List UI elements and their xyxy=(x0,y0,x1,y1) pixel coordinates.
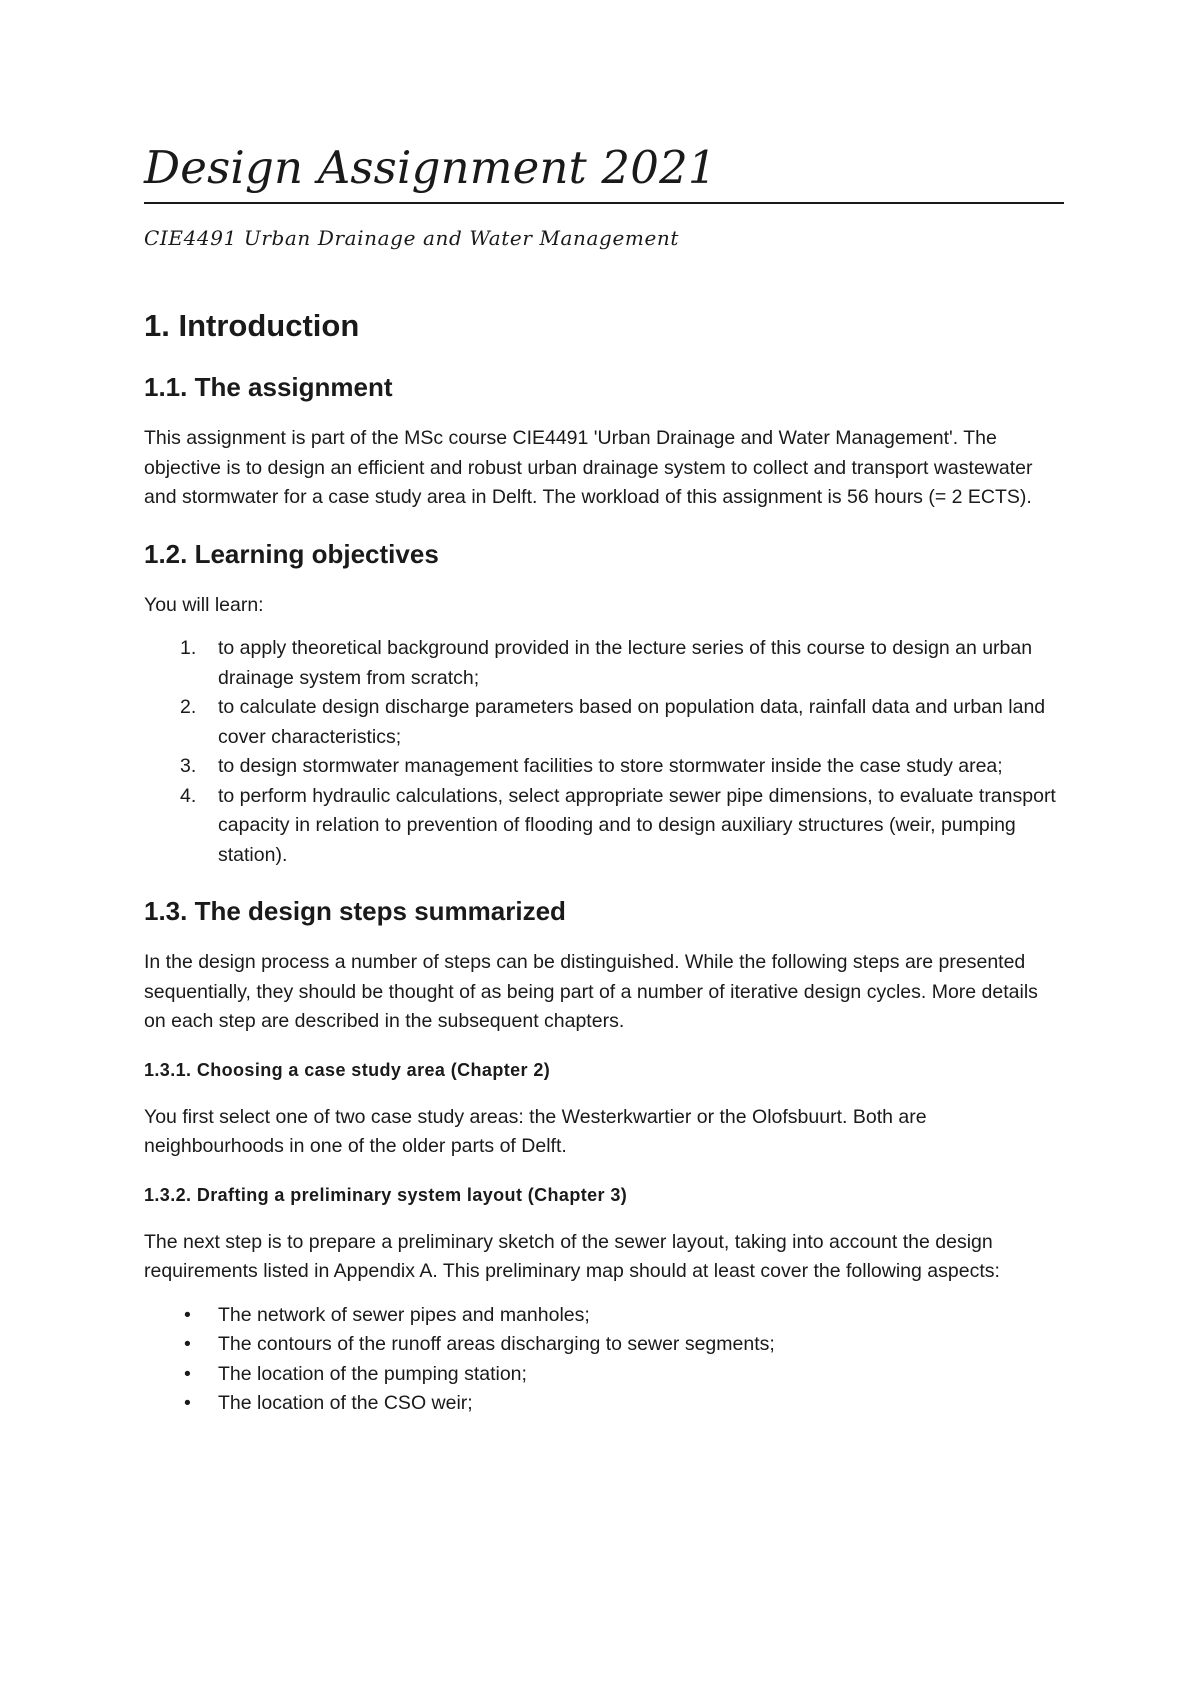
list-item-number: 3. xyxy=(180,755,197,777)
paragraph-case-study-area: You first select one of two case study areas: the Westerkwartier or the Olofsbuurt. Both are neighbourhoods in one of the older parts of Delft. xyxy=(144,1105,927,1157)
document-page xyxy=(144,140,1064,1419)
heading-learning-objectives: 1.2. Learning objectives xyxy=(144,538,439,569)
bullet-icon: • xyxy=(184,1362,191,1385)
learning-objectives-list xyxy=(144,634,1064,870)
list-item-number: 1. xyxy=(180,637,197,659)
list-item-text: The location of the CSO weir; xyxy=(218,1392,473,1414)
list-item xyxy=(144,752,1064,782)
paragraph-you-will-learn: You will learn: xyxy=(144,593,264,616)
heading-introduction: 1. Introduction xyxy=(144,308,360,343)
list-item xyxy=(144,1330,1064,1360)
bullet-icon: • xyxy=(184,1333,191,1355)
list-item-text: The contours of the runoff areas discharging to sewer segments; xyxy=(218,1333,775,1355)
heading-preliminary-layout: 1.3.2. Drafting a preliminary system layout (Chapter 3) xyxy=(144,1184,628,1205)
layout-aspects-list xyxy=(144,1301,1064,1419)
list-item xyxy=(144,634,1064,693)
heading-design-steps: 1.3. The design steps summarized xyxy=(144,896,566,926)
heading-the-assignment: 1.1. The assignment xyxy=(144,372,393,402)
list-item xyxy=(144,1389,1064,1419)
paragraph-the-assignment: This assignment is part of the MSc course CIE4491 'Urban Drainage and Water Management'. The objective is to design an efficient and robust urban drainage system to collect and transport wastewater and stormwater for a case study area in Delft. The workload of this assignment is 56 hours (= 2 ECTS). xyxy=(144,427,1033,508)
list-item-text: The location of the pumping station; xyxy=(218,1362,527,1385)
bullet-icon: • xyxy=(184,1303,191,1326)
document-title: Design Assignment 2021 xyxy=(144,140,1064,204)
list-item-text: to perform hydraulic calculations, select appropriate sewer pipe dimensions, to evaluate transport capacity in relation to prevention of flooding and to design auxiliary structures (weir, pumping station). xyxy=(218,784,1056,866)
list-item xyxy=(144,1301,1064,1331)
list-item xyxy=(144,693,1064,752)
list-item-text: to apply theoretical background provided in the lecture series of this course to design an urban drainage system from scratch; xyxy=(218,637,1033,689)
list-item-text: to design stormwater management facilities to store stormwater inside the case study area; xyxy=(218,755,1003,777)
list-item-text: to calculate design discharge parameters based on population data, rainfall data and urban land cover characteristics; xyxy=(218,696,1046,748)
heading-case-study-area: 1.3.1. Choosing a case study area (Chapter 2) xyxy=(144,1059,551,1080)
list-item-text: The network of sewer pipes and manholes; xyxy=(218,1303,590,1326)
list-item-number: 4. xyxy=(180,784,197,807)
paragraph-preliminary-layout: The next step is to prepare a preliminary sketch of the sewer layout, taking into account the design requirements listed in Appendix A. This preliminary map should at least cover the following aspects: xyxy=(144,1230,1000,1282)
list-item xyxy=(144,782,1064,871)
bullet-icon: • xyxy=(184,1392,191,1414)
list-item xyxy=(144,1360,1064,1390)
paragraph-design-steps: In the design process a number of steps can be distinguished. While the following steps are presented sequentially, they should be thought of as being part of a number of iterative design cycles. More details on each step are described in the subsequent chapters. xyxy=(144,951,1038,1032)
list-item-number: 2. xyxy=(180,696,197,718)
document-subtitle: CIE4491 Urban Drainage and Water Management xyxy=(144,226,680,250)
